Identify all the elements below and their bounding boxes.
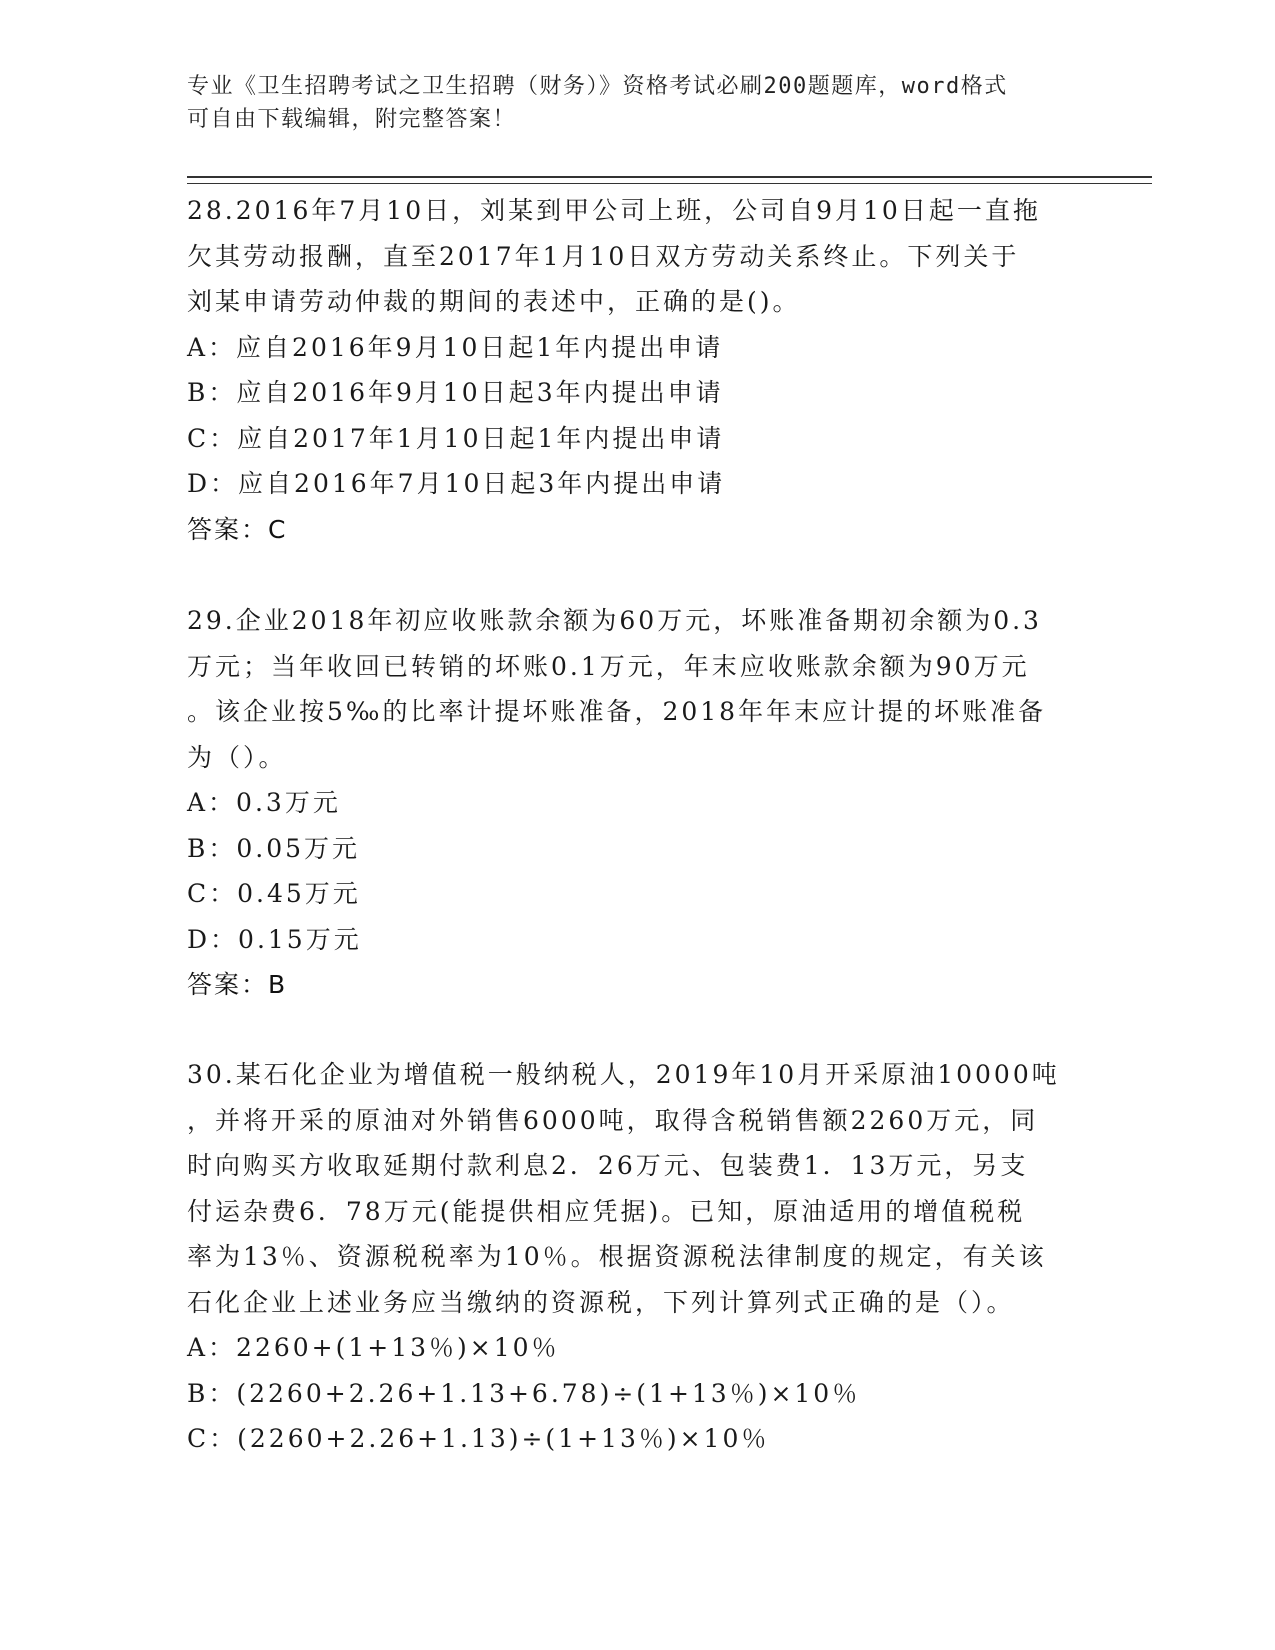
header-line-1: 专业《卫生招聘考试之卫生招聘（财务）》资格考试必刷200题题库，word格式 [187,74,1008,99]
option-b: B：应自2016年9月10日起3年内提出申请 [187,378,724,407]
header-divider-thin [187,183,1152,184]
question-30 [187,1052,1087,1462]
stem-line: 石化企业上述业务应当缴纳的资源税，下列计算列式正确的是（）。 [187,1287,1015,1317]
option-c: C：(2260+2.26+1.13)÷(1+13％)×10％ [187,1424,770,1453]
option-d: D：应自2016年7月10日起3年内提出申请 [187,469,726,498]
answer-line: 答案：B [187,970,288,999]
option-b: B：0.05万元 [187,833,361,863]
option-c: C：应自2017年1月10日起1年内提出申请 [187,423,725,453]
option-list [187,780,1087,962]
option-b: B：(2260+2.26+1.13+6.78)÷(1+13％)×10％ [187,1378,861,1408]
question-29 [187,598,1087,1008]
stem-line: 付运杂费6．78万元(能提供相应凭据)。已知，原油适用的增值税税 [187,1196,1026,1226]
stem-line: 率为13％、资源税税率为10％。根据资源税法律制度的规定，有关该 [187,1242,1047,1271]
question-stem [187,1052,1087,1325]
answer-line: 答案：C [187,514,288,544]
stem-line: 欠其劳动报酬，直至2017年1月10日双方劳动关系终止。下列关于 [187,241,1020,271]
header-divider-thick [187,176,1152,178]
question-stem [187,598,1087,780]
stem-line: ，并将开采的原油对外销售6000吨，取得含税销售额2260万元，同 [187,1105,1039,1135]
stem-line: 为（）。 [187,742,287,772]
stem-line: 。该企业按5‰的比率计提坏账准备，2018年年末应计提的坏账准备 [187,697,1047,726]
document-header [187,70,1087,136]
option-c: C：0.45万元 [187,879,361,908]
stem-line: 刘某申请劳动仲裁的期间的表述中，正确的是()。 [187,287,801,316]
option-a: A：应自2016年9月10日起1年内提出申请 [187,332,724,362]
stem-line: 万元；当年收回已转销的坏账0.1万元，年末应收账款余额为90万元 [187,651,1030,681]
option-a: A：2260+(1+13％)×10％ [187,1333,560,1362]
question-stem [187,188,1087,325]
question-28 [187,188,1087,552]
stem-line: 30.某石化企业为增值税一般纳税人，2019年10月开采原油10000吨 [187,1060,1060,1089]
option-list [187,325,1087,507]
option-a: A：0.3万元 [187,788,341,817]
stem-line: 28.2016年7月10日，刘某到甲公司上班，公司自9月10日起一直拖 [187,196,1041,225]
option-d: D：0.15万元 [187,924,362,954]
stem-line: 时向购买方收取延期付款利息2．26万元、包装费1．13万元，另支 [187,1151,1029,1180]
header-line-2: 可自由下载编辑，附完整答案！ [187,107,517,132]
stem-line: 29.企业2018年初应收账款余额为60万元，坏账准备期初余额为0.3 [187,606,1042,635]
option-list [187,1325,1087,1462]
